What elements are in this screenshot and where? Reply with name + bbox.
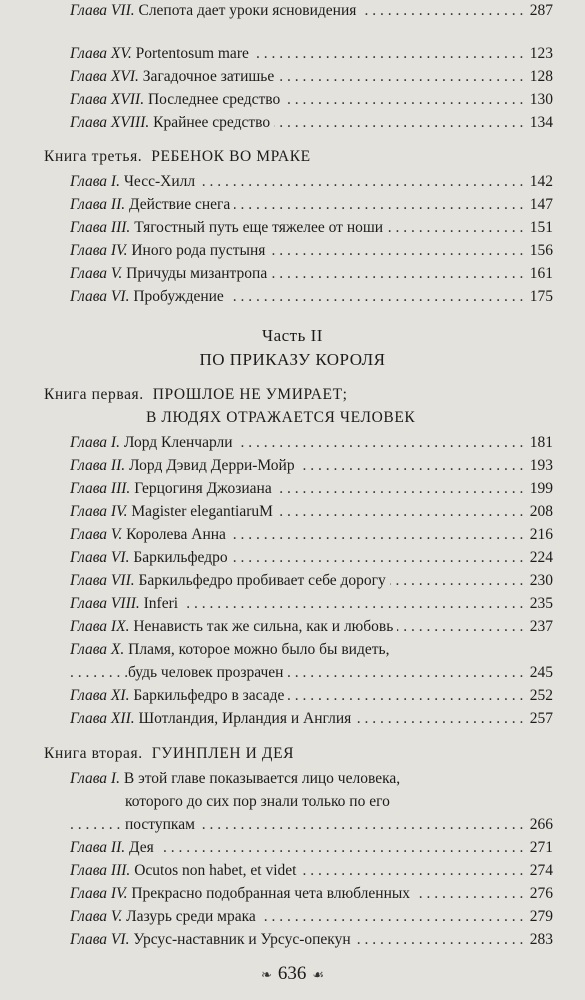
toc-entry-multiline: [70, 639, 553, 661]
chapter-title-line2: которого до сих пор знали только по его: [125, 791, 394, 813]
toc-entry: [70, 837, 553, 859]
page-number: 147: [526, 194, 553, 216]
part-label: Часть II: [262, 326, 323, 345]
page-number: 235: [526, 593, 553, 615]
chapter-title: Ocutos non habet, et videt: [134, 862, 297, 879]
book-heading: [44, 742, 555, 766]
toc-entry: [70, 524, 553, 546]
toc-entry-continuation: [70, 814, 553, 836]
toc-entry: [70, 570, 553, 592]
toc-entry-multiline: [70, 768, 553, 790]
chapter-title: Последнее средство: [147, 91, 281, 108]
chapter-label: Глава V.: [70, 265, 123, 282]
book-title: РЕБЕНОК ВО МРАКЕ: [151, 148, 311, 165]
chapter-label: Глава I.: [70, 434, 120, 451]
page-number: 266: [526, 814, 553, 836]
chapter-title-line2: будь человек прозрачен: [128, 662, 287, 684]
chapter-label: Глава VI.: [70, 288, 130, 305]
chapter-label: Глава IX.: [70, 618, 130, 635]
toc-entry: [70, 478, 553, 500]
toc-entry-continuation: [70, 791, 553, 813]
page-number: 128: [526, 66, 553, 88]
page-number: 252: [526, 685, 553, 707]
page-number: 279: [526, 906, 553, 928]
toc-entry: [70, 685, 553, 707]
book-title-line1: ПРОШЛОЕ НЕ УМИРАЕТ;: [152, 386, 348, 403]
page-number: 224: [526, 547, 553, 569]
toc-entry: [70, 66, 553, 88]
chapter-label: Глава IV.: [70, 242, 128, 259]
page-number: 245: [526, 662, 553, 684]
chapter-label: Глава II.: [70, 457, 126, 474]
chapter-title: Баркильфедро пробивает себе дорогу: [138, 572, 386, 589]
chapter-title: Portentosum mare: [135, 45, 249, 62]
chapter-label: Глава XII.: [70, 710, 135, 727]
chapter-title: Лорд Дэвид Дерри-Мойр: [129, 457, 295, 474]
chapter-title-line1: Пламя, которое можно было бы видеть,: [128, 641, 390, 658]
page-number: 181: [526, 432, 553, 454]
chapter-title: Лазурь среди мрака: [126, 908, 256, 925]
toc-entry: [70, 43, 553, 65]
chapter-title: Герцогиня Джозиана: [134, 480, 272, 497]
chapter-title: Действие снега: [129, 196, 231, 213]
chapter-title-line3: поступкам: [125, 814, 199, 836]
ornament-right-icon: ☙: [312, 967, 325, 982]
chapter-label: Глава X.: [70, 641, 125, 658]
chapter-title: Урсус-наставник и Урсус-опекун: [133, 931, 351, 948]
toc-entry: [70, 112, 553, 134]
chapter-label: Глава IV.: [70, 503, 128, 520]
chapter-label: Глава III.: [70, 480, 131, 497]
page-number: 208: [526, 501, 553, 523]
chapter-title: Лорд Кленчарли: [123, 434, 233, 451]
chapter-label: Глава VII.: [70, 2, 135, 19]
toc-entry: [70, 286, 553, 308]
folio-number: 636: [277, 963, 307, 984]
chapter-title: Слепота дает уроки ясновидения: [138, 2, 357, 19]
toc-entry: [70, 929, 553, 951]
book-heading: [44, 383, 555, 407]
toc-entry: [70, 593, 553, 615]
chapter-title: Пробуждение: [133, 288, 224, 305]
page-folio: [0, 960, 585, 988]
toc-entry: [70, 860, 553, 882]
toc-entry: [70, 240, 553, 262]
page-number: 193: [526, 455, 553, 477]
page-number: 151: [526, 217, 553, 239]
page-number: 274: [526, 860, 553, 882]
page-number: 287: [526, 0, 553, 22]
page-number: 230: [526, 570, 553, 592]
toc-entry: [70, 217, 553, 239]
page-number: 161: [526, 263, 553, 285]
toc-entry: [70, 0, 553, 22]
page-number: 199: [526, 478, 553, 500]
chapter-label: Глава XVIII.: [70, 114, 150, 131]
toc-entry: [70, 194, 553, 216]
part-title: ПО ПРИКАЗУ КОРОЛЯ: [199, 350, 386, 369]
chapter-title: Баркильфедро: [133, 549, 228, 566]
page-number: 257: [526, 708, 553, 730]
toc-entry: [70, 501, 553, 523]
chapter-label: Глава XV.: [70, 45, 132, 62]
chapter-label: Глава VI.: [70, 931, 130, 948]
toc-entry: [70, 432, 553, 454]
toc-entry: [70, 171, 553, 193]
chapter-title: Баркильфедро в засаде: [133, 687, 285, 704]
chapter-label: Глава I.: [70, 770, 120, 787]
chapter-label: Глава XVII.: [70, 91, 145, 108]
chapter-title: Прекрасно подобранная чета влюбленных: [131, 885, 411, 902]
chapter-title: Иного рода пустыня: [131, 242, 266, 259]
chapter-title-line1: В этой главе показывается лицо человека,: [123, 770, 401, 787]
page-number: 216: [526, 524, 553, 546]
book-prefix: Книга первая.: [44, 386, 144, 403]
page-number: 142: [526, 171, 553, 193]
toc-entry: [70, 906, 553, 928]
chapter-label: Глава III.: [70, 219, 131, 236]
chapter-label: Глава II.: [70, 839, 126, 856]
book-title: ГУИНПЛЕН И ДЕЯ: [151, 745, 295, 762]
toc-entry: [70, 263, 553, 285]
page-number: 156: [526, 240, 553, 262]
toc-entry: [70, 616, 553, 638]
toc-entry: [70, 89, 553, 111]
page-number: 271: [526, 837, 553, 859]
chapter-label: Глава IV.: [70, 885, 128, 902]
chapter-label: Глава V.: [70, 526, 123, 543]
book-title-line2: В ЛЮДЯХ ОТРАЖАЕТСЯ ЧЕЛОВЕК: [146, 409, 416, 426]
ornament-left-icon: ❧: [260, 967, 272, 982]
book-prefix: Книга вторая.: [44, 745, 143, 762]
toc-entry: [70, 883, 553, 905]
chapter-label: Глава II.: [70, 196, 126, 213]
chapter-label: Глава VI.: [70, 549, 130, 566]
page-number: 237: [526, 616, 553, 638]
book-prefix: Книга третья.: [44, 148, 143, 165]
page-number: 130: [526, 89, 553, 111]
book-heading-line2: [146, 406, 555, 430]
chapter-title: Inferi: [143, 595, 179, 612]
chapter-title: Причуды мизантропа: [126, 265, 268, 282]
page-number: 175: [526, 286, 553, 308]
toc-entry: [70, 455, 553, 477]
chapter-label: Глава V.: [70, 908, 123, 925]
chapter-label: Глава VII.: [70, 572, 135, 589]
chapter-title: Magister elegantiaruM: [131, 503, 273, 520]
page-number: 276: [526, 883, 553, 905]
chapter-label: Глава III.: [70, 862, 131, 879]
toc-entry: [70, 708, 553, 730]
chapter-label: Глава XVI.: [70, 68, 139, 85]
chapter-title: Загадочное затишье: [142, 68, 275, 85]
chapter-title: Ненависть так же сильна, как и любовь: [133, 618, 394, 635]
chapter-title: Крайнее средство: [153, 114, 271, 131]
page-number: 123: [526, 43, 553, 65]
chapter-title: Дея: [129, 839, 154, 856]
chapter-title: Чесс-Хилл: [123, 173, 196, 190]
toc-entry: [70, 547, 553, 569]
book-heading: [44, 145, 555, 169]
chapter-title: Королева Анна: [126, 526, 226, 543]
page-number: 134: [526, 112, 553, 134]
chapter-label: Глава XI.: [70, 687, 130, 704]
page-number: 283: [526, 929, 553, 951]
chapter-label: Глава VIII.: [70, 595, 140, 612]
chapter-title: Шотландия, Ирландия и Англия: [138, 710, 352, 727]
chapter-label: Глава I.: [70, 173, 120, 190]
toc-entry-continuation: [70, 662, 553, 684]
chapter-title: Тягостный путь еще тяжелее от ноши: [134, 219, 384, 236]
